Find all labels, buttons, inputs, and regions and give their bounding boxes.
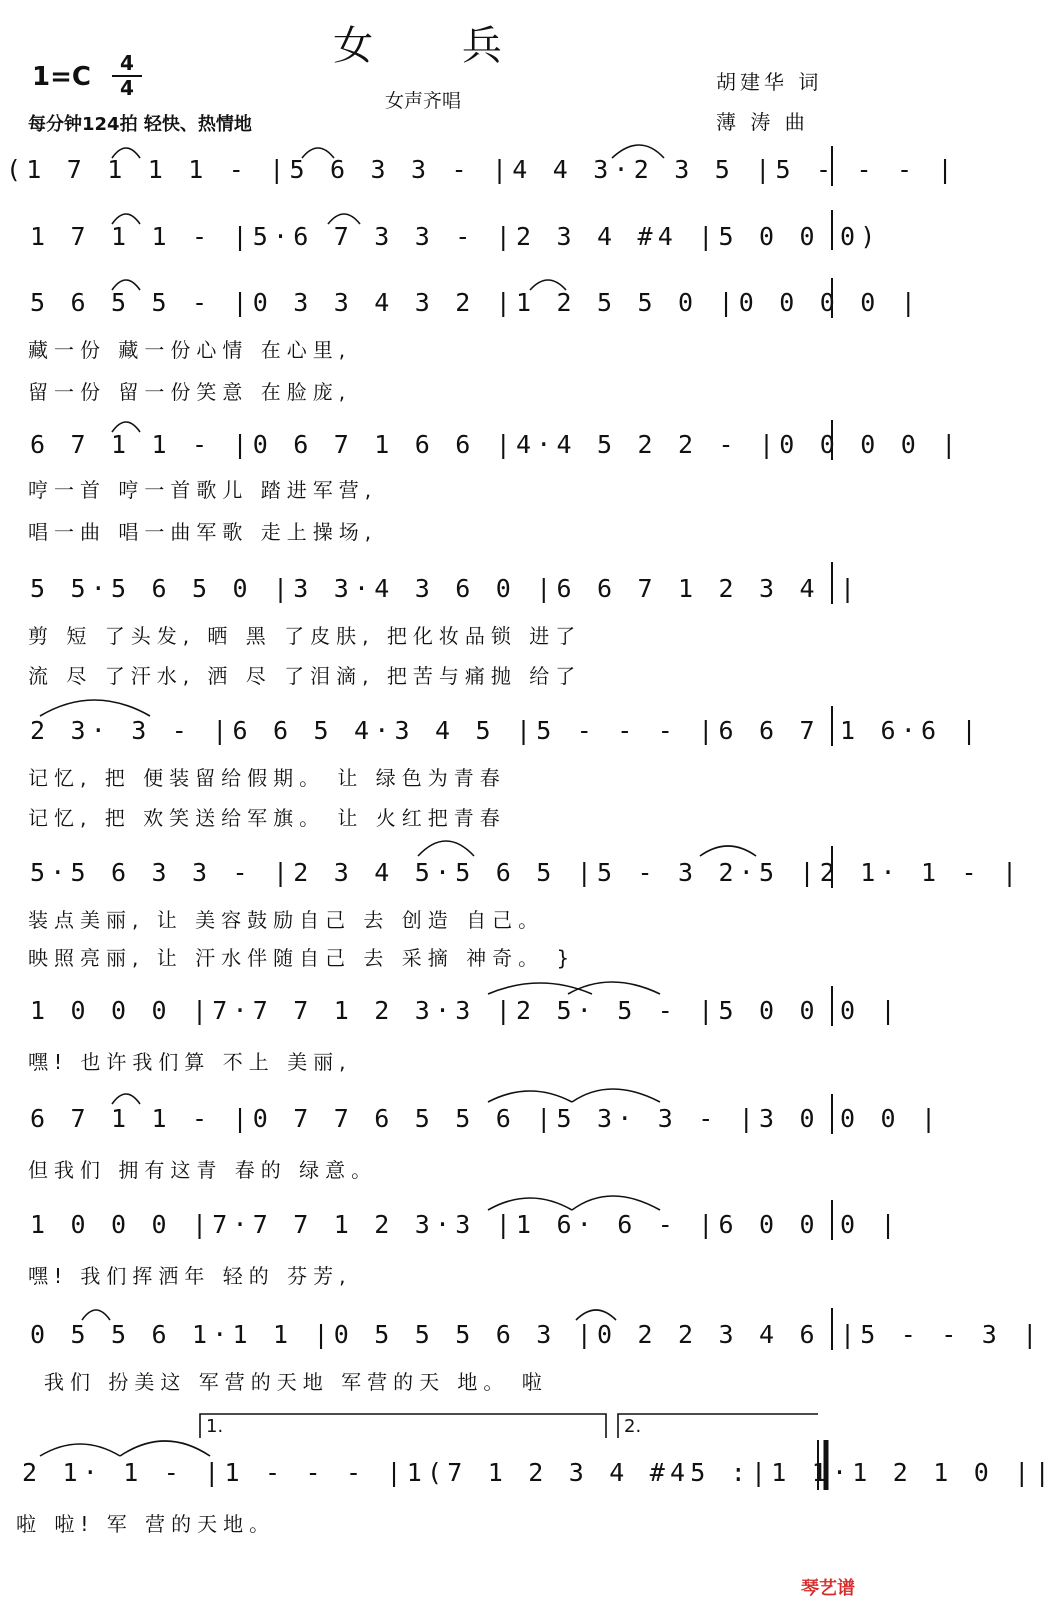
slur <box>488 1091 572 1102</box>
slur <box>572 1196 660 1210</box>
system-6-lyrics-verse-2: 记忆, 把 欢笑送给军旗。 让 火红把青春 <box>28 806 506 830</box>
system-3-lyrics-verse-2: 留一份 留一份笑意 在脸庞, <box>28 380 352 404</box>
system-10-notes: 1 0 0 0 |7·7 7 1 2 3·3 |1 6· 6 - |6 0 0 0 | <box>30 1210 901 1239</box>
system-6-lyrics-verse-1: 记忆, 把 便装留给假期。 让 绿色为青春 <box>28 766 506 790</box>
system-8-lyrics: 嘿! 也许我们算 不上 美丽, <box>28 1050 352 1074</box>
time-signature <box>112 52 142 100</box>
slur <box>120 1441 210 1456</box>
slur <box>40 700 150 716</box>
system-4-notes: 6 7 1 1 - |0 6 7 1 6 6 |4·4 5 2 2 - |0 0 0 0 | <box>30 430 962 459</box>
voice-designation: 女声齐唱 <box>385 90 462 112</box>
slur <box>488 1198 572 1210</box>
system-2-notes: 1 7 1 1 - |5·6 7 3 3 - |2 3 4 #4 |5 0 0 0) <box>30 222 881 251</box>
system-8-notes: 1 0 0 0 |7·7 7 1 2 3·3 |2 5· 5 - |5 0 0 0 | <box>30 996 901 1025</box>
bar-lines <box>818 146 832 1490</box>
system-10-lyrics: 嘿! 我们挥洒年 轻的 芬芳, <box>28 1264 352 1288</box>
first-ending-bracket <box>200 1414 606 1438</box>
slur <box>488 983 592 994</box>
song-title: 女 兵 <box>333 23 540 69</box>
slur <box>700 846 756 856</box>
first-ending-label: 1. <box>206 1416 224 1437</box>
system-9-lyrics: 但我们 拥有这青 春的 绿意。 <box>28 1158 378 1182</box>
composer-credit: 薄 涛 曲 <box>716 110 809 134</box>
system-12-lyrics: 啦 啦! 军 营的天地。 <box>16 1512 276 1536</box>
slur <box>40 1444 120 1456</box>
system-12-notes: 2 1· 1 - |1 - - - |1(7 1 2 3 4 #45 :|1 1·1 2 1 0 || <box>22 1458 1055 1487</box>
system-3-lyrics-verse-1: 藏一份 藏一份心情 在心里, <box>28 338 352 362</box>
slur <box>576 1310 616 1320</box>
second-ending-label: 2. <box>624 1416 642 1437</box>
slur <box>418 841 474 856</box>
slur <box>112 1094 140 1104</box>
system-9-notes: 6 7 1 1 - |0 7 7 6 5 5 6 |5 3· 3 - |3 0 0 0 | <box>30 1104 942 1133</box>
system-7-lyrics-verse-2: 映照亮丽, 让 汗水伴随自己 去 采摘 神奇。 } <box>28 946 576 970</box>
volta-brackets <box>200 1414 818 1438</box>
tempo-marking: 每分钟124拍 轻快、热情地 <box>28 114 252 135</box>
time-sig-top: 4 <box>120 51 134 75</box>
time-sig-bottom: 4 <box>112 75 142 100</box>
system-7-notes: 5·5 6 3 3 - |2 3 4 5·5 6 5 |5 - 3 2·5 |2 1· 1 - | <box>30 858 1023 887</box>
system-7-lyrics-verse-1: 装点美丽, 让 美容鼓励自己 去 创造 自己。 <box>28 908 545 932</box>
slur <box>568 982 660 994</box>
slur <box>82 1310 110 1320</box>
system-11-lyrics: 我们 扮美这 军营的天地 军营的天 地。 啦 <box>44 1370 548 1394</box>
system-4-lyrics-verse-1: 哼一首 哼一首歌儿 踏进军营, <box>28 478 378 502</box>
second-ending-bracket <box>618 1414 818 1438</box>
key-signature: 1=C <box>32 62 91 92</box>
system-11-notes: 0 5 5 6 1·1 1 |0 5 5 5 6 3 |0 2 2 3 4 6 |5 - - 3 | <box>30 1320 1043 1349</box>
system-4-lyrics-verse-2: 唱一曲 唱一曲军歌 走上操场, <box>28 520 378 544</box>
system-6-notes: 2 3· 3 - |6 6 5 4·3 4 5 |5 - - - |6 6 7 1 6·6 | <box>30 716 982 745</box>
lyricist-credit: 胡建华 词 <box>716 70 823 94</box>
system-5-notes: 5 5·5 6 5 0 |3 3·4 3 6 0 |6 6 7 1 2 3 4 | <box>30 574 861 603</box>
system-5-lyrics-verse-1: 剪 短 了头发, 晒 黑 了皮肤, 把化妆品锁 进了 <box>28 624 582 648</box>
system-3-notes: 5 6 5 5 - |0 3 3 4 3 2 |1 2 5 5 0 |0 0 0 0 | <box>30 288 922 317</box>
system-5-lyrics-verse-2: 流 尽 了汗水, 洒 尽 了泪滴, 把苦与痛抛 给了 <box>28 664 582 688</box>
watermark-logo: 琴艺谱 <box>801 1578 855 1599</box>
slur <box>572 1089 660 1102</box>
system-1-notes: (1 7 1 1 1 - |5 6 3 3 - |4 4 3·2 3 5 |5 - - - | <box>6 155 958 184</box>
